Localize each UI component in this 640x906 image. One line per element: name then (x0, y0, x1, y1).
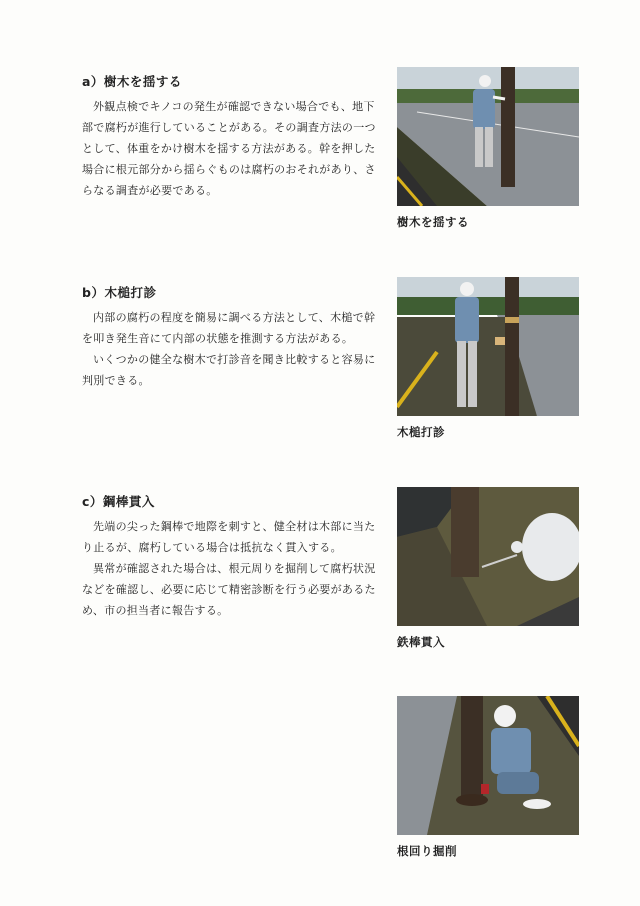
section-a-paragraph-1: 外観点検でキノコの発生が確認できない場合でも、地下部で腐朽が進行していることがある。その調査方法の一つとして、体重をかけ樹木を揺する方法がある。幹を押した場合に根元部分から揺らぐものは腐朽のおそれがあり、さらなる調査が必要である。 (82, 100, 376, 197)
photo-shaking-tree (397, 67, 579, 206)
photo-mallet-tapping (397, 277, 579, 416)
photo-caption-rod: 鉄棒貫入 (397, 635, 445, 649)
section-a-heading: a）樹木を揺する (82, 74, 182, 89)
photo-block-mallet (397, 277, 579, 440)
section-b (82, 283, 382, 391)
photo-block-rod (397, 487, 579, 650)
section-c-paragraph-2: 異常が確認された場合は、根元周りを掘削して腐朽状況などを確認し、必要に応じて精密診断を行う必要があるため、市の担当者に報告する。 (82, 562, 376, 617)
section-c-heading: c）鋼棒貫入 (82, 494, 155, 509)
photo-block-shake (397, 67, 579, 230)
section-a (82, 72, 382, 201)
section-b-paragraph-2: いくつかの健全な樹木で打診音を聞き比較すると容易に判別できる。 (82, 353, 376, 387)
photo-caption-mallet: 木槌打診 (397, 425, 445, 439)
section-b-paragraph-1: 内部の腐朽の程度を簡易に調べる方法として、木槌で幹を叩き発生音にて内部の状態を推測する方法がある。 (82, 311, 376, 345)
photo-caption-shake: 樹木を揺する (397, 215, 469, 229)
section-b-heading: b）木槌打診 (82, 285, 157, 300)
photo-block-dig (397, 696, 579, 859)
photo-root-excavation (397, 696, 579, 835)
section-c (82, 492, 382, 621)
photo-rod-penetration (397, 487, 579, 626)
photo-caption-dig: 根回り掘削 (397, 844, 457, 858)
section-c-paragraph-1: 先端の尖った鋼棒で地際を刺すと、健全材は木部に当たり止るが、腐朽している場合は抵抗なく貫入する。 (82, 520, 376, 554)
